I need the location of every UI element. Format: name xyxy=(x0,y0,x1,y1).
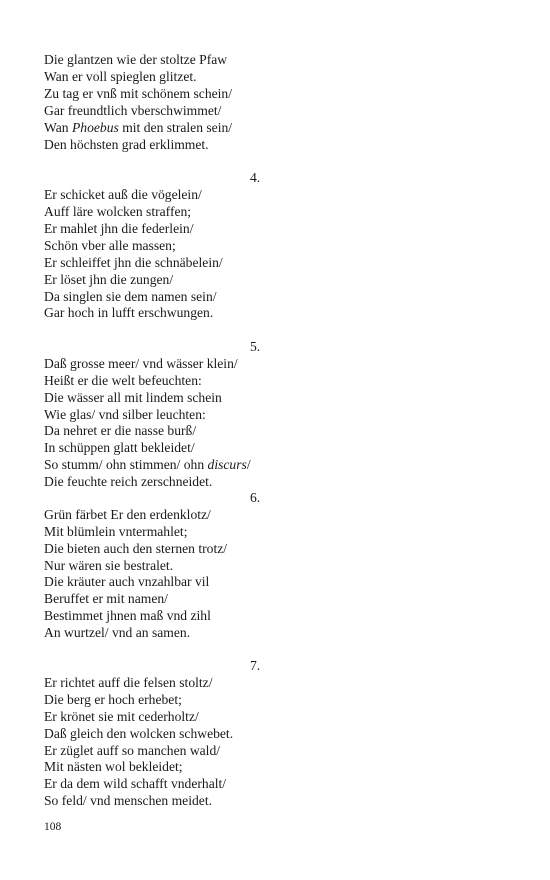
verse-line: Nur wären sie bestralet. xyxy=(44,558,174,573)
stanza-number: 5. xyxy=(250,339,261,354)
verse-line: In schüppen glatt bekleidet/ xyxy=(44,440,195,455)
verse-line: Er züglet auff so manchen wald/ xyxy=(44,743,221,758)
verse-line: Heißt er die welt befeuchten: xyxy=(44,373,202,388)
verse-line: Er mahlet jhn die federlein/ xyxy=(44,221,194,236)
verse-line: Auff läre wolcken straffen; xyxy=(44,204,192,219)
verse-line: So stumm/ ohn stimmen/ ohn discurs/ xyxy=(44,457,251,472)
verse-line: Daß grosse meer/ vnd wässer klein/ xyxy=(44,356,238,371)
verse-line: Die bieten auch den sternen trotz/ xyxy=(44,541,228,556)
verse-line: Wan Phoebus mit den stralen sein/ xyxy=(44,120,233,135)
verse-line: Er richtet auff die felsen stoltz/ xyxy=(44,675,213,690)
verse-line: Mit nästen wol bekleidet; xyxy=(44,759,183,774)
verse-line: Beruffet er mit namen/ xyxy=(44,591,168,606)
stanza-number: 6. xyxy=(250,490,261,505)
verse-line: Da singlen sie dem namen sein/ xyxy=(44,289,217,304)
verse-line: Gar hoch in lufft erschwungen. xyxy=(44,305,214,320)
verse-line: Er schicket auß die vögelein/ xyxy=(44,187,202,202)
verse-line: Die wässer all mit lindem schein xyxy=(44,390,222,405)
verse-line: Bestimmet jhnen maß vnd zihl xyxy=(44,608,211,623)
verse-line: An wurtzel/ vnd an samen. xyxy=(44,625,191,640)
verse-line: Den höchsten grad erklimmet. xyxy=(44,137,209,152)
verse-line: Zu tag er vnß mit schönem schein/ xyxy=(44,86,233,101)
verse-line: Die glantzen wie der stoltze Pfaw xyxy=(44,52,228,67)
verse-line: Die feuchte reich zerschneidet. xyxy=(44,474,213,489)
italic-word: discurs xyxy=(207,457,247,472)
verse-line: So feld/ vnd menschen meidet. xyxy=(44,793,212,808)
stanza-number: 7. xyxy=(250,658,261,673)
verse-line: Er krönet sie mit cederholtz/ xyxy=(44,709,199,724)
verse-line: Daß gleich den wolcken schwebet. xyxy=(44,726,234,741)
page-number: 108 xyxy=(44,821,62,833)
verse-line: Gar freundtlich vberschwimmet/ xyxy=(44,103,222,118)
italic-name: Phoebus xyxy=(71,120,119,135)
verse-line: Die berg er hoch erhebet; xyxy=(44,692,182,707)
stanza-number: 4. xyxy=(250,170,261,185)
verse-line: Er da dem wild schafft vnderhalt/ xyxy=(44,776,227,791)
verse-line: Er schleiffet jhn die schnäbelein/ xyxy=(44,255,223,270)
verse-line: Die kräuter auch vnzahlbar vil xyxy=(44,574,210,589)
verse-line: Da nehret er die nasse burß/ xyxy=(44,423,197,438)
verse-line: Grün färbet Er den erdenklotz/ xyxy=(44,507,211,522)
verse-line: Wie glas/ vnd silber leuchten: xyxy=(44,407,206,422)
verse-line: Schön vber alle massen; xyxy=(44,238,176,253)
verse-line: Wan er voll spieglen glitzet. xyxy=(44,69,197,84)
verse-line: Mit blümlein vntermahlet; xyxy=(44,524,188,539)
verse-line: Er löset jhn die zungen/ xyxy=(44,272,174,287)
